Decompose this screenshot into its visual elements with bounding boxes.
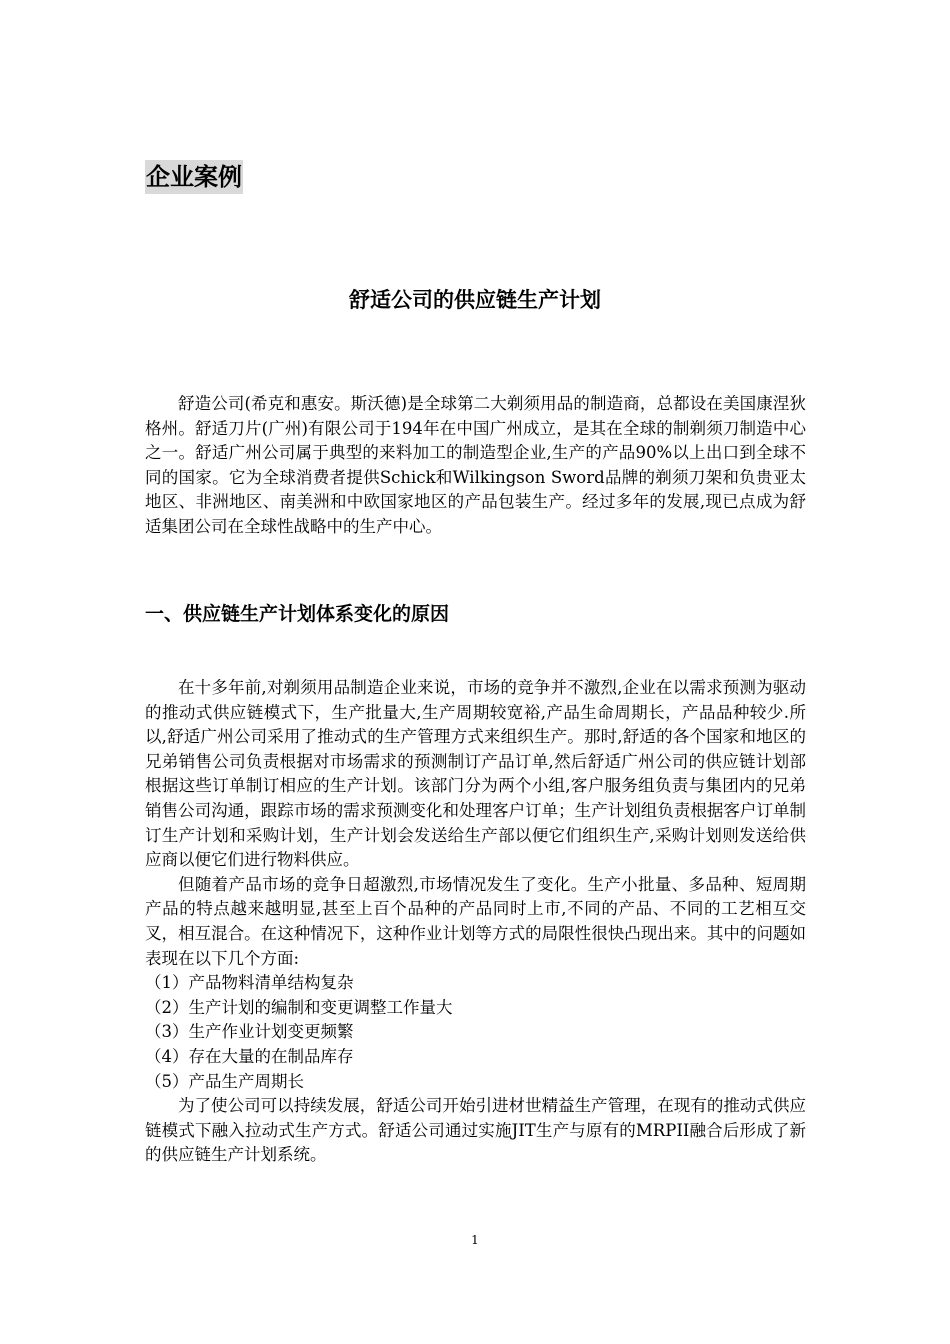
problem-list xyxy=(145,971,806,1094)
section-label: 企业案例 xyxy=(145,160,243,194)
intro-paragraph: 舒造公司(希克和惠安。斯沃德)是全球第二大剃须用品的制造商，总都设在美国康涅狄格州。舒适刀片(广州)有限公司于194年在中国广州成立，是其在全球的制剃须刀制造中心之一。舒适广州公司属于典型的来料加工的制造型企业,生产的产品90%以上出口到全球不同的国家。它为全球消费者提供Schick和Wilkingson Sword品牌的剃须刀架和负贵亚太地区、非洲地区、南美洲和中欧国家地区的产品包装生产。经过多年的发展,现已点成为舒适集团公司在全球性战略中的生产中心。 xyxy=(145,394,806,536)
body-paragraph: 为了使公司可以持续发展，舒适公司开始引进材世精益生产管理，在现有的推动式供应链模式下融入拉动式生产方式。舒适公司通过实施JIT生产与原有的MRPII融合后形成了新的供应链生产计划系统。 xyxy=(145,1096,806,1165)
list-item: （2）生产计划的编制和变更调整工作量大 xyxy=(145,997,453,1017)
list-item: （1）产品物料清单结构复杂 xyxy=(145,973,354,993)
list-item: （5）产品生产周期长 xyxy=(145,1071,304,1091)
body-paragraph: 但随着产品市场的竞争日超激烈,市场情况发生了变化。生产小批量、多品种、短周期产品的特点越来越明显,甚至上百个品种的产品同时上市,不同的产品、不同的工艺相互交叉，相互混合。在这种情况下，这种作业计划等方式的局限性很快凸现出来。其中的问题如表现在以下几个方面: xyxy=(145,874,806,968)
document-title: 舒适公司的供应链生产计划 xyxy=(349,288,601,312)
body-paragraph: 在十多年前,对剃须用品制造企业来说，市场的竞争并不激烈,企业在以需求预测为驱动的推动式供应链模式下，生产批量大,生产周期较宽裕,产品生命周期长，产品品种较少.所以,舒适广州公司采用了推动式的生产管理方式来组织生产。那时,舒适的各个国家和地区的兄弟销售公司负责根据对市场需求的预测制订产品订单,然后舒适广州公司的供应链计划部根据这些订单制订相应的生产计划。该部门分为两个小组,客户服务组负责与集团内的兄弟销售公司沟通，跟踪市场的需求预测变化和处理客户订单；生产计划组负责根据客户订单制订生产计划和采购计划，生产计划会发送给生产部以便它们组织生产,采购计划则发送给供应商以便它们进行物料供应。 xyxy=(145,678,806,870)
page-number: 1 xyxy=(471,1233,479,1247)
section-heading: 一、供应链生产计划体系变化的原因 xyxy=(145,603,450,625)
list-item: （4）存在大量的在制品库存 xyxy=(145,1046,354,1066)
section-one-body xyxy=(145,676,806,1168)
intro-section xyxy=(145,392,806,540)
list-item: （3）生产作业计划变更频繁 xyxy=(145,1022,354,1042)
